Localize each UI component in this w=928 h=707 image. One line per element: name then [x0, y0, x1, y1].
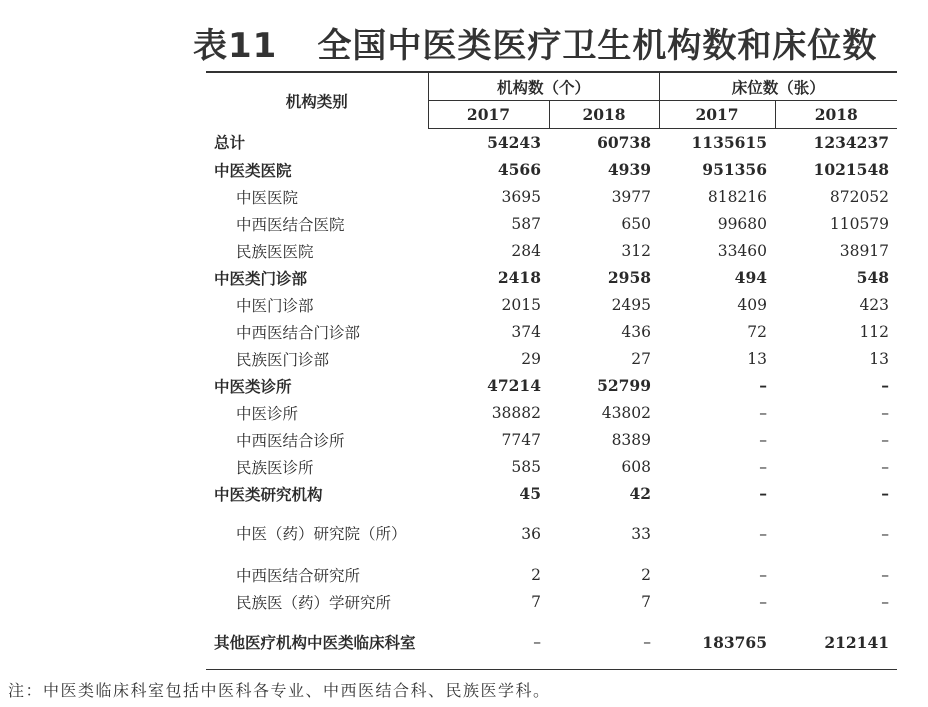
table-row	[206, 156, 897, 183]
table-title-text: 全国中医类医疗卫生机构数和床位数	[317, 26, 878, 66]
table-row	[206, 399, 897, 426]
table-row	[206, 426, 897, 453]
header-institutions: 机构数（个）	[428, 72, 659, 101]
cell-value: –	[881, 565, 890, 584]
cell-value: 7	[531, 592, 541, 611]
row-label: 民族医门诊部	[236, 350, 330, 369]
cell-value: –	[881, 525, 890, 543]
cell-value: 183765	[659, 615, 775, 670]
table-row	[206, 237, 897, 264]
row-label: 中医（药）研究院（所）	[236, 524, 407, 543]
table-row	[206, 480, 897, 507]
cell-value: 8389	[611, 430, 652, 449]
cell-value: –	[759, 565, 768, 584]
row-label: 中西医结合研究所	[236, 566, 361, 585]
cell-value: –	[759, 525, 768, 543]
cell-value: 7747	[501, 430, 541, 449]
row-label: 中西医结合门诊部	[236, 323, 361, 342]
header-year: 2018	[549, 101, 659, 129]
cell-value: 2495	[611, 295, 652, 314]
cell-value: 60738	[597, 133, 652, 152]
cell-value: 436	[621, 322, 652, 341]
cell-value: 951356	[702, 160, 768, 179]
cell-value: 2	[641, 565, 652, 584]
cell-value: 54243	[487, 133, 541, 152]
cell-value: 212141	[775, 615, 897, 670]
cell-value: 33	[631, 525, 652, 543]
cell-value: 112	[859, 322, 890, 341]
row-label: 中医类诊所	[214, 376, 292, 396]
cell-value: 33460	[717, 241, 768, 260]
cell-value: 650	[621, 214, 652, 233]
cell-value: 494	[734, 268, 768, 287]
table-row	[206, 345, 897, 372]
cell-value: 587	[511, 214, 541, 233]
cell-value: –	[881, 457, 890, 476]
cell-value: 3695	[501, 187, 541, 206]
cell-value: 2015	[501, 295, 541, 314]
statistics-table	[206, 71, 897, 670]
cell-value: 312	[621, 241, 652, 260]
cell-value: 818216	[707, 187, 768, 206]
cell-value: –	[759, 484, 768, 503]
cell-value: 2958	[607, 268, 652, 287]
row-label: 总计	[214, 133, 246, 153]
cell-value: –	[881, 592, 890, 611]
row-label: 民族医（药）学研究所	[236, 593, 392, 612]
cell-value: –	[881, 376, 890, 395]
cell-value: 38882	[491, 403, 541, 422]
cell-value: –	[428, 615, 549, 670]
header-beds: 床位数（张）	[659, 72, 897, 101]
cell-value: 3977	[611, 187, 652, 206]
cell-value: 374	[511, 322, 541, 341]
cell-value: 548	[856, 268, 890, 287]
cell-value: –	[881, 484, 890, 503]
header-category: 机构类别	[206, 72, 428, 129]
cell-value: 45	[519, 484, 541, 503]
table-row	[206, 210, 897, 237]
cell-value: 47214	[487, 376, 541, 395]
cell-value: 4566	[497, 160, 541, 179]
header-year: 2017	[659, 101, 775, 129]
cell-value: 42	[629, 484, 652, 503]
cell-value: 27	[631, 349, 652, 368]
cell-value: –	[759, 430, 768, 449]
cell-value: 872052	[829, 187, 890, 206]
cell-value: 13	[869, 349, 890, 368]
cell-value: 423	[859, 295, 890, 314]
cell-value: –	[549, 615, 659, 670]
cell-value: –	[759, 592, 768, 611]
cell-value: 284	[511, 241, 541, 260]
cell-value: –	[759, 403, 768, 422]
row-label: 其他医疗机构中医类临床科室	[206, 615, 428, 670]
cell-value: –	[759, 457, 768, 476]
row-label: 中医门诊部	[236, 296, 314, 315]
table-row	[206, 507, 897, 561]
cell-value: 52799	[597, 376, 652, 395]
cell-value: 1135615	[691, 133, 768, 152]
cell-value: 608	[621, 457, 652, 476]
row-label: 民族医医院	[236, 242, 314, 261]
table-row	[206, 615, 897, 670]
cell-value: 72	[747, 322, 768, 341]
row-label: 中西医结合诊所	[236, 431, 345, 450]
row-label: 中医类医院	[214, 160, 292, 180]
table-row	[206, 264, 897, 291]
cell-value: 43802	[601, 403, 652, 422]
row-label: 中医类研究机构	[214, 484, 323, 504]
table-row	[206, 129, 897, 157]
cell-value: 409	[737, 295, 768, 314]
cell-value: 110579	[829, 214, 890, 233]
cell-value: 2	[531, 565, 541, 584]
table-footnote: 注：中医类临床科室包括中医科各专业、中西医结合科、民族医学科。	[8, 681, 551, 700]
cell-value: 36	[521, 525, 541, 543]
table-row	[206, 561, 897, 588]
cell-value: 4939	[607, 160, 652, 179]
row-label: 中医类门诊部	[214, 268, 308, 288]
cell-value: –	[881, 403, 890, 422]
table-row	[206, 453, 897, 480]
cell-value: 29	[521, 349, 541, 368]
table-row	[206, 183, 897, 210]
cell-value: –	[881, 430, 890, 449]
table-row	[206, 291, 897, 318]
row-label: 中医诊所	[236, 404, 299, 423]
cell-value: –	[759, 376, 768, 395]
row-label: 中医医院	[236, 188, 299, 207]
header-year: 2017	[428, 101, 549, 129]
cell-value: 13	[747, 349, 768, 368]
cell-value: 1021548	[813, 160, 890, 179]
table-row	[206, 318, 897, 345]
cell-value: 585	[511, 457, 541, 476]
cell-value: 1234237	[813, 133, 890, 152]
header-year: 2018	[775, 101, 897, 129]
table-number: 表11	[193, 26, 278, 66]
cell-value: 2418	[497, 268, 541, 287]
cell-value: 99680	[717, 214, 768, 233]
table-row	[206, 372, 897, 399]
row-label: 中西医结合医院	[236, 215, 345, 234]
table-row	[206, 588, 897, 615]
row-label: 民族医诊所	[236, 458, 314, 477]
cell-value: 7	[641, 592, 652, 611]
cell-value: 38917	[839, 241, 890, 260]
table-title	[193, 18, 877, 67]
